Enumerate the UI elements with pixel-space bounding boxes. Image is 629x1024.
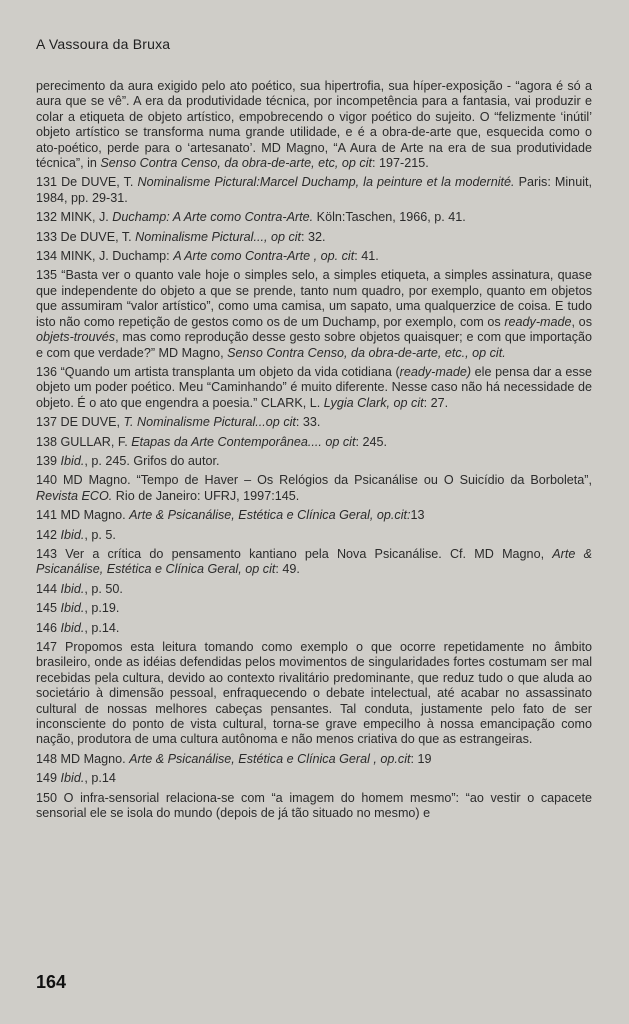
footnote	[36, 582, 592, 597]
footnote	[36, 508, 592, 523]
footnote-italic-text: Ibid.	[60, 620, 85, 635]
footnote	[36, 547, 592, 578]
footnote-text: : 245.	[355, 434, 387, 449]
footnote-text: : 197-215.	[372, 156, 429, 171]
footnote	[36, 230, 592, 245]
footnote-text: 146	[36, 620, 61, 635]
footnote-italic-text: Arte & Psicanálise, Estética e Clínica Geral, op cit	[36, 546, 592, 577]
footnote-text: 135 “Basta ver o quanto vale hoje o simples selo, a simples etiqueta, a simples assinatura, quase que independente do objeto a que se prende, tanto num quadro, por exemplo, quanto em objetos que assumiram “valor artístico”, como uma camisa, um sapato, uma qualquerzice de coisa. E tudo isto não como repetição de gestos como os de um Duchamp, por exemplo, com os	[36, 268, 592, 329]
running-title: A Vassoura da Bruxa	[36, 36, 171, 52]
footnote-text: 147 Propomos esta leitura tomando como exemplo o que ocorre repetidamente no âmbito brasileiro, onde as idéias defendidas pelos movimentos de singularidades fortes costumam ser mal recebidas pela cultura, devido ao contexto rivalitário predominante, que reduz tudo o que aluda ao societário à dimensão pessoal, enfraquecendo o debate intelectual, até acabar no assassinato cultural de nossas melhores cabeças pensantes. Tal conduta, justamente pelo fato de ser inconsciente do ponto de vista cultural, torna-se grave empecilho à nossa emancipação como nação, produtora de uma cultura autônoma e não menos criativa do que as estrangeiras.	[36, 640, 592, 747]
footnote-text: 132 MINK, J.	[36, 210, 113, 225]
footnote-italic-text: T. Nominalisme Pictural...op cit	[123, 415, 296, 430]
footnote-italic-text: Ibid.	[60, 581, 85, 596]
footnote-text: , mas como reprodução desse gesto sobre objetos quaisquer; e com que importação e com que verdade?” MD Magno,	[36, 330, 592, 360]
footnote-italic-text: Ibid.	[60, 771, 85, 786]
footnote-italic-text: Revista ECO.	[36, 488, 113, 503]
footnote-text: 144	[36, 581, 61, 596]
footnote-italic-text: Duchamp: A Arte como Contra-Arte.	[112, 210, 314, 225]
footnote-text: : 33.	[295, 415, 321, 430]
footnote-italic-text: Etapas da Arte Contemporânea.... op cit	[131, 434, 356, 449]
footnote-italic-text: A Arte como Contra-Arte , op. cit	[173, 249, 355, 264]
footnote	[36, 752, 592, 767]
footnote-text: : 49.	[275, 562, 300, 577]
footnote-italic-text: ready-made)	[399, 364, 472, 379]
footnote-text: : 19	[410, 751, 432, 766]
footnote-text: 142	[36, 527, 61, 542]
footnote-text: : 27.	[423, 395, 449, 410]
footnotes	[36, 79, 592, 825]
footnote-text: 149	[36, 771, 61, 786]
footnote-text: 131 De DUVE, T.	[36, 175, 138, 190]
footnote	[36, 454, 592, 469]
footnote-text: , p.14.	[84, 620, 120, 635]
footnote-text: 141 MD Magno.	[36, 508, 130, 523]
footnote-text: 13	[410, 508, 425, 523]
footnote-text: , p. 50.	[84, 581, 123, 596]
footnote-italic-text: Ibid.	[60, 527, 85, 542]
footnote-text: 138 GULLAR, F.	[36, 434, 132, 449]
footnote-italic-text: ready-made	[504, 314, 572, 329]
footnote-text: 137 DE DUVE,	[36, 415, 124, 430]
footnote	[36, 528, 592, 543]
footnote-text: 140 MD Magno. “Tempo de Haver – Os Relógios da Psicanálise ou O Suicídio da Borboleta”,	[36, 473, 592, 488]
footnote-text: , p.14	[84, 771, 116, 786]
footnote-text: 143 Ver a crítica do pensamento kantiano pela Nova Psicanálise. Cf. MD Magno,	[36, 546, 553, 561]
footnote	[36, 621, 592, 636]
footnote-italic-text: Nominalisme Pictural:Marcel Duchamp, la peinture et la modernité.	[137, 175, 515, 190]
footnote-text: : 41.	[354, 249, 379, 264]
footnote-italic-text: Arte & Psicanálise, Estética e Clínica Geral , op.cit	[129, 751, 411, 766]
footnote-italic-text: objets-trouvés	[36, 330, 116, 345]
footnote	[36, 435, 592, 450]
footnote	[36, 365, 592, 411]
footnote	[36, 210, 592, 225]
footnote	[36, 175, 592, 206]
footnote-text: ele pensa dar a esse objeto um poder poético. Meu “Caminhando” é muito diferente. Nesse caso não há necessidade de objeto. É o ato que engendra a poesia.” CLARK, L.	[36, 364, 593, 410]
footnote	[36, 791, 592, 822]
footnote-text: Köln:Taschen, 1966, p. 41.	[313, 210, 466, 225]
footnote-text: : 32.	[301, 229, 326, 244]
footnote-italic-text: Ibid.	[60, 453, 85, 468]
footnote-italic-text: Senso Contra Censo, da obra-de-arte, etc., op cit.	[227, 345, 506, 360]
footnote-text: 139	[36, 453, 61, 468]
footnote-italic-text: Arte & Psicanálise, Estética e Clínica Geral, op.cit:	[129, 508, 411, 523]
footnote	[36, 601, 592, 616]
page-number: 164	[36, 972, 67, 992]
footnote	[36, 415, 592, 430]
footnote-text: Paris: Minuit, 1984, pp. 29-31.	[36, 175, 592, 205]
footnote	[36, 249, 592, 264]
footnote	[36, 640, 592, 748]
footnote	[36, 79, 592, 171]
footnote-text: 133 De DUVE, T.	[36, 229, 136, 244]
footnote-text: 150 O infra-sensorial relaciona-se com “a imagem do homem mesmo”: “ao vestir o capacete sensorial ele se isola do mundo (depois de já tão situado no mesmo) e	[36, 790, 592, 821]
footnote-text: 148 MD Magno.	[36, 751, 130, 766]
footnote-italic-text: Ibid.	[60, 601, 85, 616]
footnote-text: 136 “Quando um artista transplanta um objeto da vida cotidiana (	[36, 364, 400, 379]
footnote-italic-text: Lygia Clark, op cit	[323, 395, 424, 410]
footnote	[36, 771, 592, 786]
footnote-text: , p. 245. Grifos do autor.	[84, 453, 220, 468]
footnote	[36, 268, 592, 360]
footnote-text: 134 MINK, J. Duchamp:	[36, 249, 174, 264]
footnote-text: 145	[36, 601, 61, 616]
footnote-text: , os	[571, 314, 592, 329]
footnote-text: perecimento da aura exigido pelo ato poético, sua hipertrofia, sua híper-exposição - “agora é só a aura que se vê”. A era da produtividade técnica, por incompetência para a fantasia, vai produzir e colar a etiqueta de objeto artístico, empobrecendo o vigor poético do sujeito. O “felizmente ‘inútil’ objeto artístico se transforma numa grande utilidade, e é a obra-de-arte que, esquecida como o ato-poético, perde para o ‘artesanato’. MD Magno, “A Aura de Arte na era de sua produtividade técnica”, in	[36, 79, 592, 171]
footnote-text: Rio de Janeiro: UFRJ, 1997:145.	[112, 488, 300, 503]
footnote-italic-text: Nominalisme Pictural..., op cit	[135, 229, 302, 244]
footnote-text: , p. 5.	[84, 527, 116, 542]
footnote-italic-text: Senso Contra Censo, da obra-de-arte, etc, op cit	[100, 156, 373, 171]
footnote	[36, 473, 592, 504]
footnote-text: , p.19.	[84, 601, 120, 616]
